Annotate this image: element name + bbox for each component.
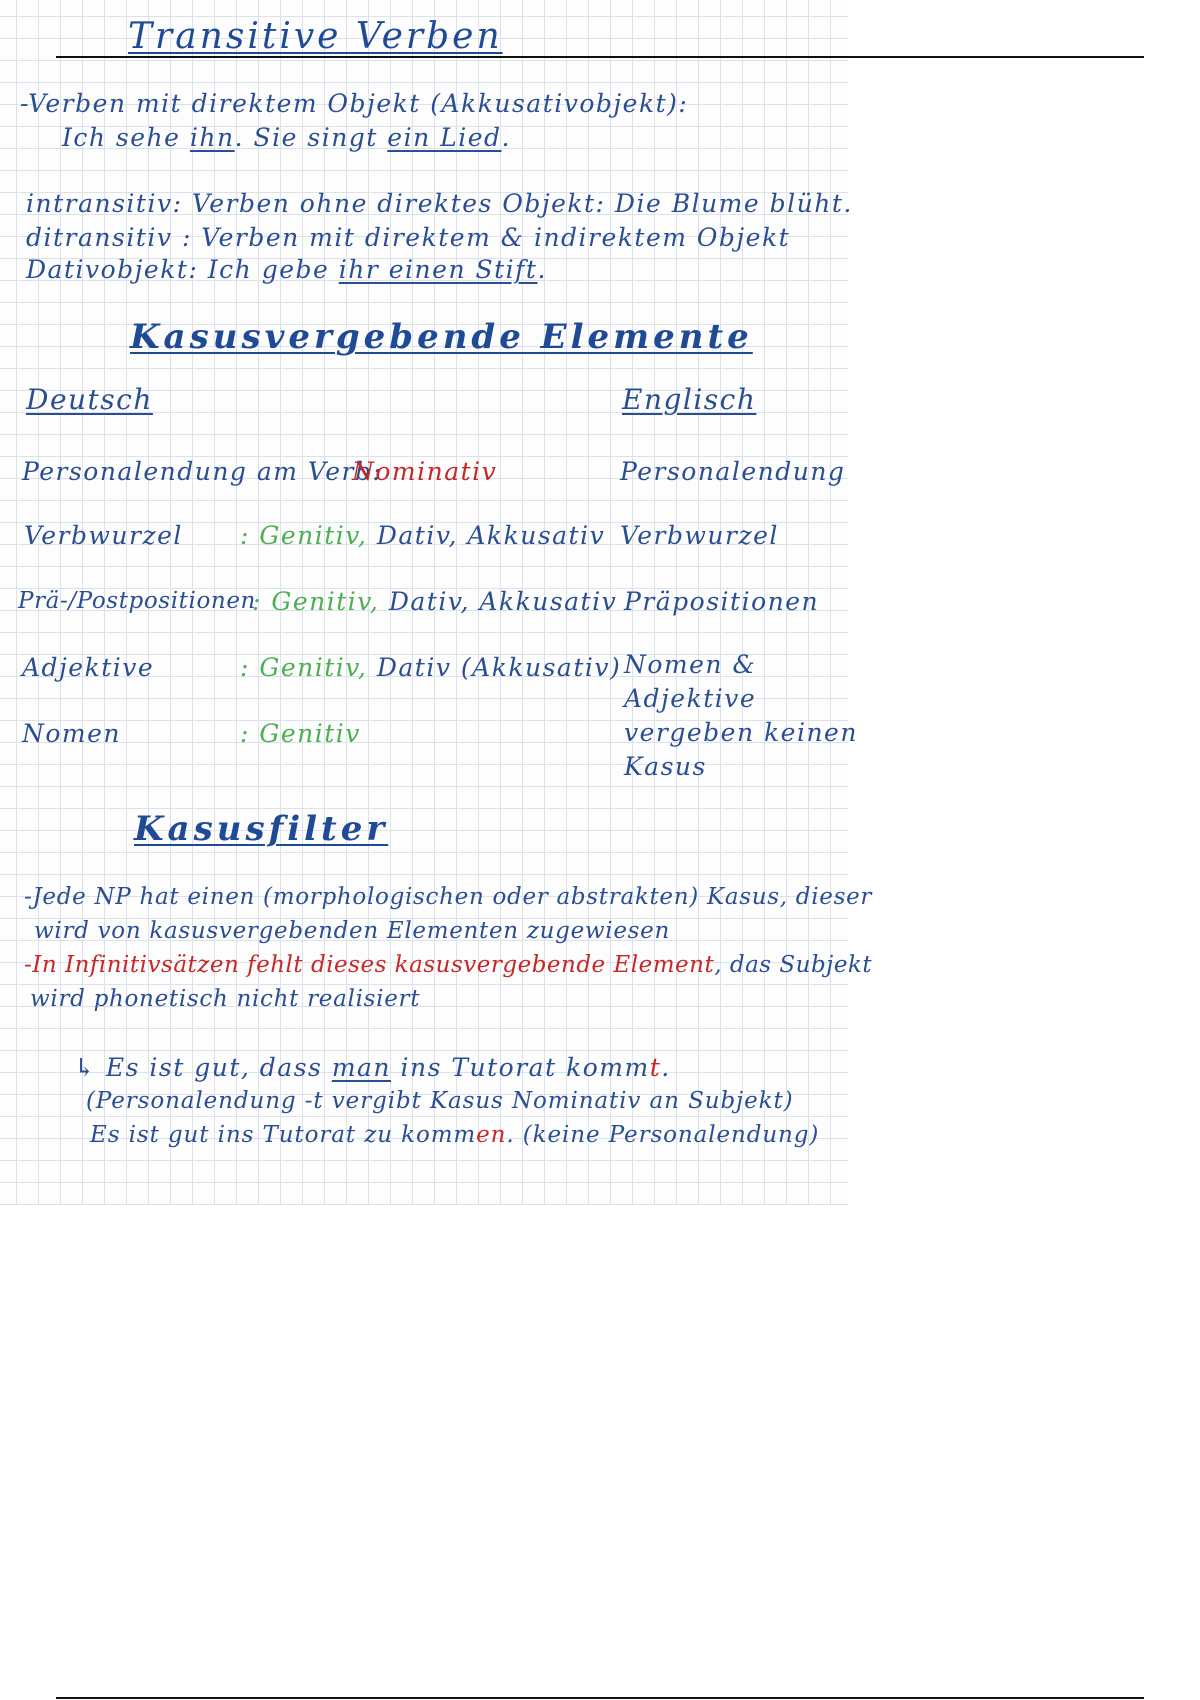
row-de-personalendung: Personalendung am Verb: <box>22 457 383 486</box>
example-object-1: ihn <box>189 123 235 152</box>
kasusfilter-line-2: wird von kasusvergebenden Elementen zugewiesen <box>34 918 670 944</box>
kasusfilter-line-4: wird phonetisch nicht realisiert <box>30 986 421 1012</box>
case-dativ-akkusativ-paren: Dativ (Akkusativ) <box>376 653 622 682</box>
dativobjekt-period: . <box>537 255 547 284</box>
transitive-example <box>62 124 511 153</box>
column-header-deutsch: Deutsch <box>26 383 153 416</box>
case-genitiv: : Genitiv, <box>240 653 377 682</box>
row-de-verbwurzel: Verbwurzel <box>24 521 183 550</box>
kasusfilter-line-3-blue: , das Subjekt <box>714 952 873 978</box>
en-note-line: Kasus <box>624 752 707 781</box>
title-kasusfilter: Kasusfilter <box>134 809 389 849</box>
case-dativ-akkusativ: Dativ, Akkusativ <box>376 521 606 550</box>
dativobjekt-text: Dativobjekt: Ich gebe <box>26 255 330 284</box>
en-note-line: Adjektive <box>624 684 757 713</box>
kasusfilter-line-1: -Jede NP hat einen (morphologischen oder abstrakten) Kasus, dieser <box>24 884 873 910</box>
ditransitiv-line: ditransitiv : Verben mit direktem & indirektem Objekt <box>26 223 791 252</box>
en-note-line: Nomen & <box>624 650 757 679</box>
ex3-text-2: . (keine Personalendung) <box>506 1122 820 1148</box>
row-en-praepositionen: Präpositionen <box>624 587 820 616</box>
intransitiv-line: intransitiv: Verben ohne direktes Objekt: Die Blume blüht. <box>26 189 853 218</box>
ex1-period: . <box>661 1053 671 1082</box>
row-en-nomen-adjektive <box>624 648 858 784</box>
ex3-text: Es ist gut ins Tutorat zu komm <box>90 1122 477 1148</box>
case-genitiv: : Genitiv, <box>252 587 389 616</box>
row-de-nomen: Nomen <box>22 719 122 748</box>
kasusfilter-example-3 <box>90 1122 819 1148</box>
row-case-verbwurzel <box>240 522 605 551</box>
transitive-definition: -Verben mit direktem Objekt (Akkusativobjekt): <box>20 89 689 118</box>
row-en-verbwurzel: Verbwurzel <box>620 521 779 550</box>
en-note-line: vergeben keinen <box>624 718 858 747</box>
row-case-nominativ: Nominativ <box>352 457 498 486</box>
example-text: Ich sehe <box>62 123 181 152</box>
bottom-rule <box>56 1697 1144 1699</box>
row-case-praepositionen <box>252 588 617 617</box>
ex1-subject: man <box>331 1053 392 1082</box>
dativobjekt-objects: ihr einen Stift <box>338 255 538 284</box>
row-en-personalendung: Personalendung <box>620 457 846 486</box>
ex1-text-2: ins Tutorat komm <box>400 1053 650 1082</box>
kasusfilter-line-3 <box>24 952 872 978</box>
case-dativ-akkusativ: Dativ, Akkusativ <box>388 587 618 616</box>
example-object-2: ein Lied <box>387 123 502 152</box>
kasusfilter-line-3-red: -In Infinitivsätzen fehlt dieses kasusvergebende Element <box>24 952 715 978</box>
row-case-adjektive <box>240 654 621 683</box>
example-period: . <box>501 123 511 152</box>
row-de-praepositionen: Prä-/Postpositionen <box>18 588 256 614</box>
ex1-text: ↳ Es ist gut, dass <box>74 1053 323 1082</box>
row-case-nomen-genitiv: : Genitiv <box>240 719 361 748</box>
dativobjekt-line <box>26 256 547 285</box>
kasusfilter-example-2: (Personalendung -t vergibt Kasus Nominativ an Subjekt) <box>86 1088 794 1114</box>
case-genitiv: : Genitiv, <box>240 521 377 550</box>
ex3-ending: en <box>476 1122 507 1148</box>
kasusfilter-example-1 <box>74 1054 671 1083</box>
row-de-adjektive: Adjektive <box>22 653 155 682</box>
ex1-ending: t <box>649 1053 662 1082</box>
title-kasusvergebende-elemente: Kasusvergebende Elemente <box>130 317 753 357</box>
title-transitive-verben: Transitive Verben <box>128 16 503 57</box>
example-text-2: . Sie singt <box>234 123 378 152</box>
column-header-englisch: Englisch <box>622 383 757 416</box>
